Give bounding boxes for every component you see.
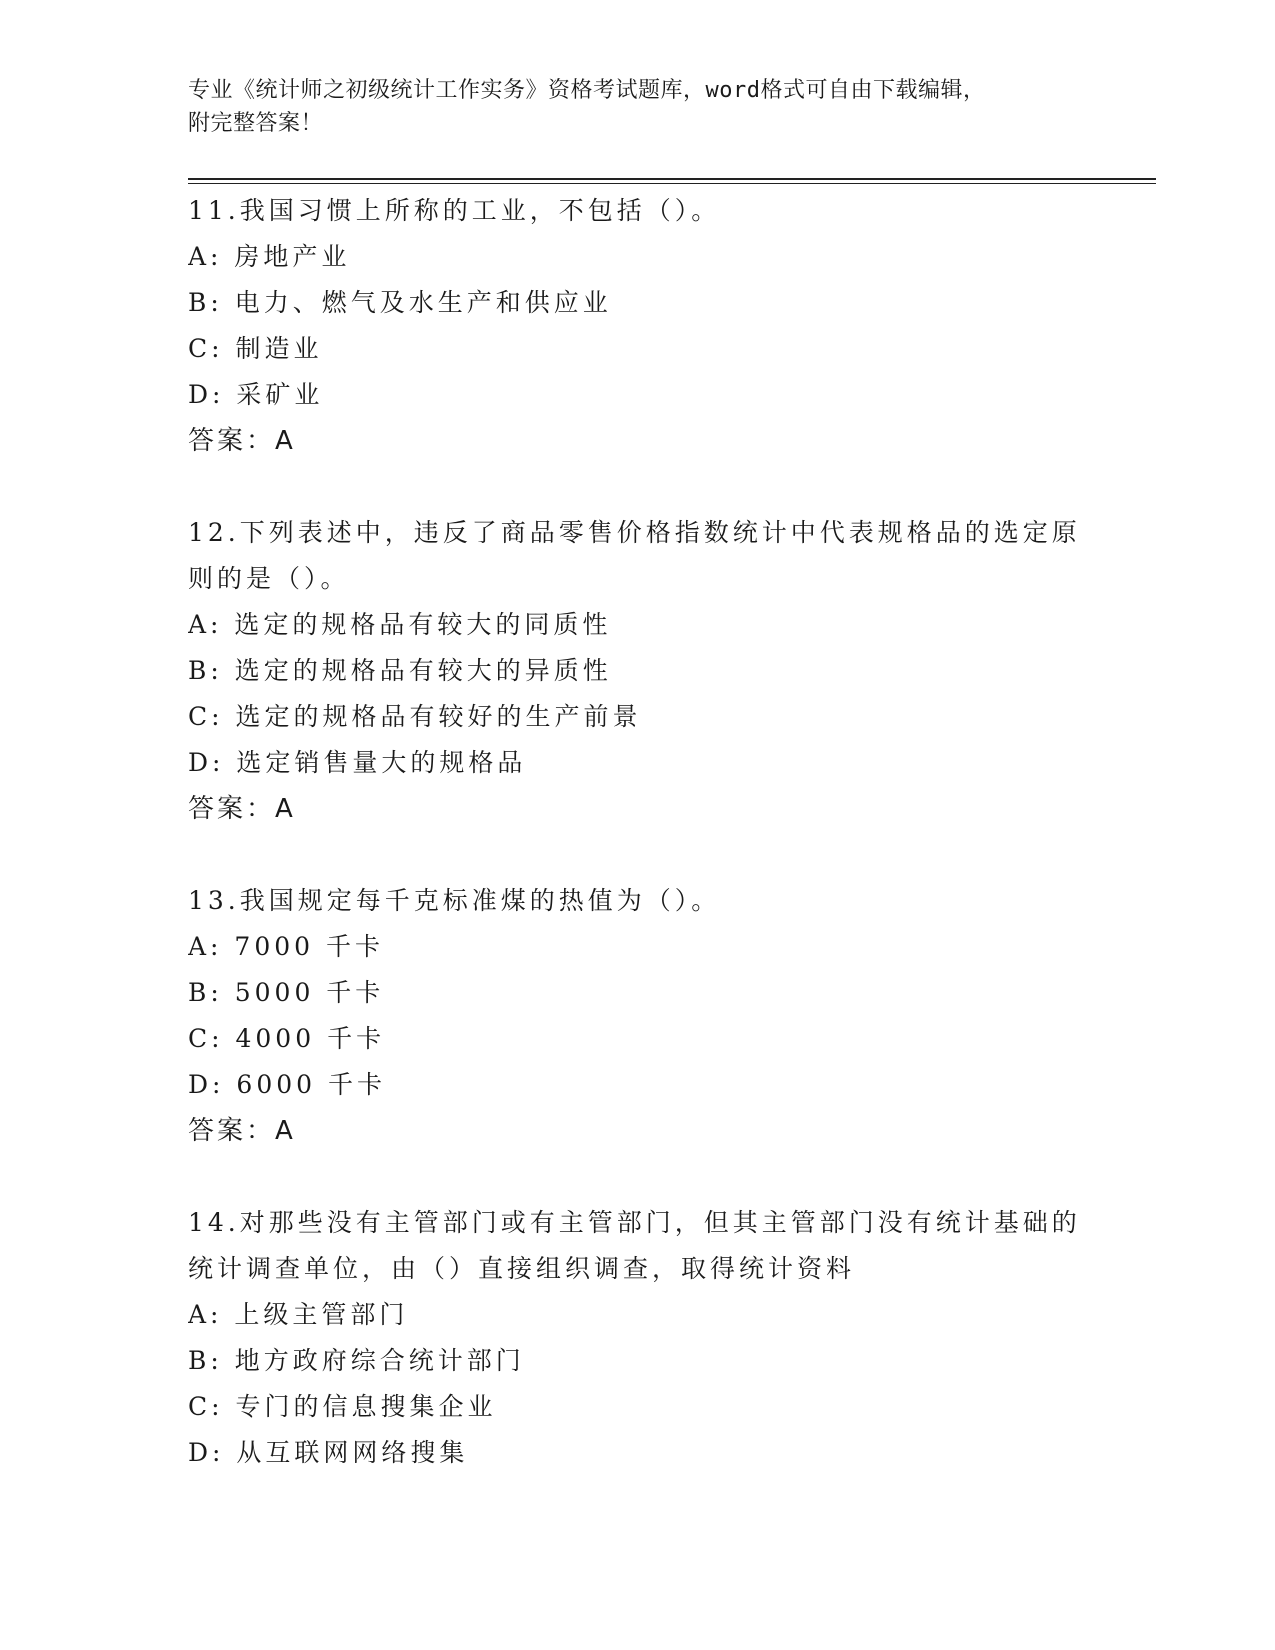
spacer <box>188 832 1128 878</box>
option-d: D: 从互联网网络搜集 <box>188 1438 469 1467</box>
header-line-1: 专业《统计师之初级统计工作实务》资格考试题库，word格式可自由下载编辑， <box>188 78 986 103</box>
option-a: A: 7000 千卡 <box>188 932 384 961</box>
header-divider-thin <box>188 183 1156 184</box>
spacer <box>188 1154 1128 1200</box>
option-a: A: 选定的规格品有较大的同质性 <box>188 610 612 639</box>
option-b: B: 地方政府综合统计部门 <box>188 1346 525 1375</box>
question-stem-continued: 则的是（）。 <box>188 564 350 593</box>
question-stem: 13.我国规定每千克标准煤的热值为（）。 <box>188 886 721 915</box>
option-d: D: 采矿业 <box>188 380 324 409</box>
question-stem-continued: 统计调查单位，由（）直接组织调查，取得统计资料 <box>188 1254 856 1283</box>
question-12 <box>188 510 1128 832</box>
option-c: C: 专门的信息搜集企业 <box>188 1392 497 1421</box>
option-b: B: 电力、燃气及水生产和供应业 <box>188 288 612 317</box>
question-stem: 11.我国习惯上所称的工业，不包括（）。 <box>188 196 721 225</box>
option-c: C: 制造业 <box>188 334 323 363</box>
option-a: A: 房地产业 <box>188 242 351 271</box>
spacer <box>188 464 1128 510</box>
question-13 <box>188 878 1128 1154</box>
question-11 <box>188 188 1128 464</box>
question-stem: 12.下列表述中，违反了商品零售价格指数统计中代表规格品的选定原 <box>188 518 1081 547</box>
question-stem: 14.对那些没有主管部门或有主管部门，但其主管部门没有统计基础的 <box>188 1208 1081 1237</box>
question-list <box>188 188 1128 1476</box>
option-a: A: 上级主管部门 <box>188 1300 409 1329</box>
option-d: D: 6000 千卡 <box>188 1070 386 1099</box>
header-line-2: 附完整答案！ <box>188 111 324 136</box>
answer-label: 答案：A <box>188 426 296 456</box>
document-header <box>188 74 1088 140</box>
option-c: C: 选定的规格品有较好的生产前景 <box>188 702 642 731</box>
option-c: C: 4000 千卡 <box>188 1024 386 1053</box>
header-divider-thick <box>188 178 1156 180</box>
option-b: B: 5000 千卡 <box>188 978 385 1007</box>
option-d: D: 选定销售量大的规格品 <box>188 748 527 777</box>
option-b: B: 选定的规格品有较大的异质性 <box>188 656 612 685</box>
answer-label: 答案：A <box>188 794 296 824</box>
question-14 <box>188 1200 1128 1476</box>
answer-label: 答案：A <box>188 1116 296 1146</box>
